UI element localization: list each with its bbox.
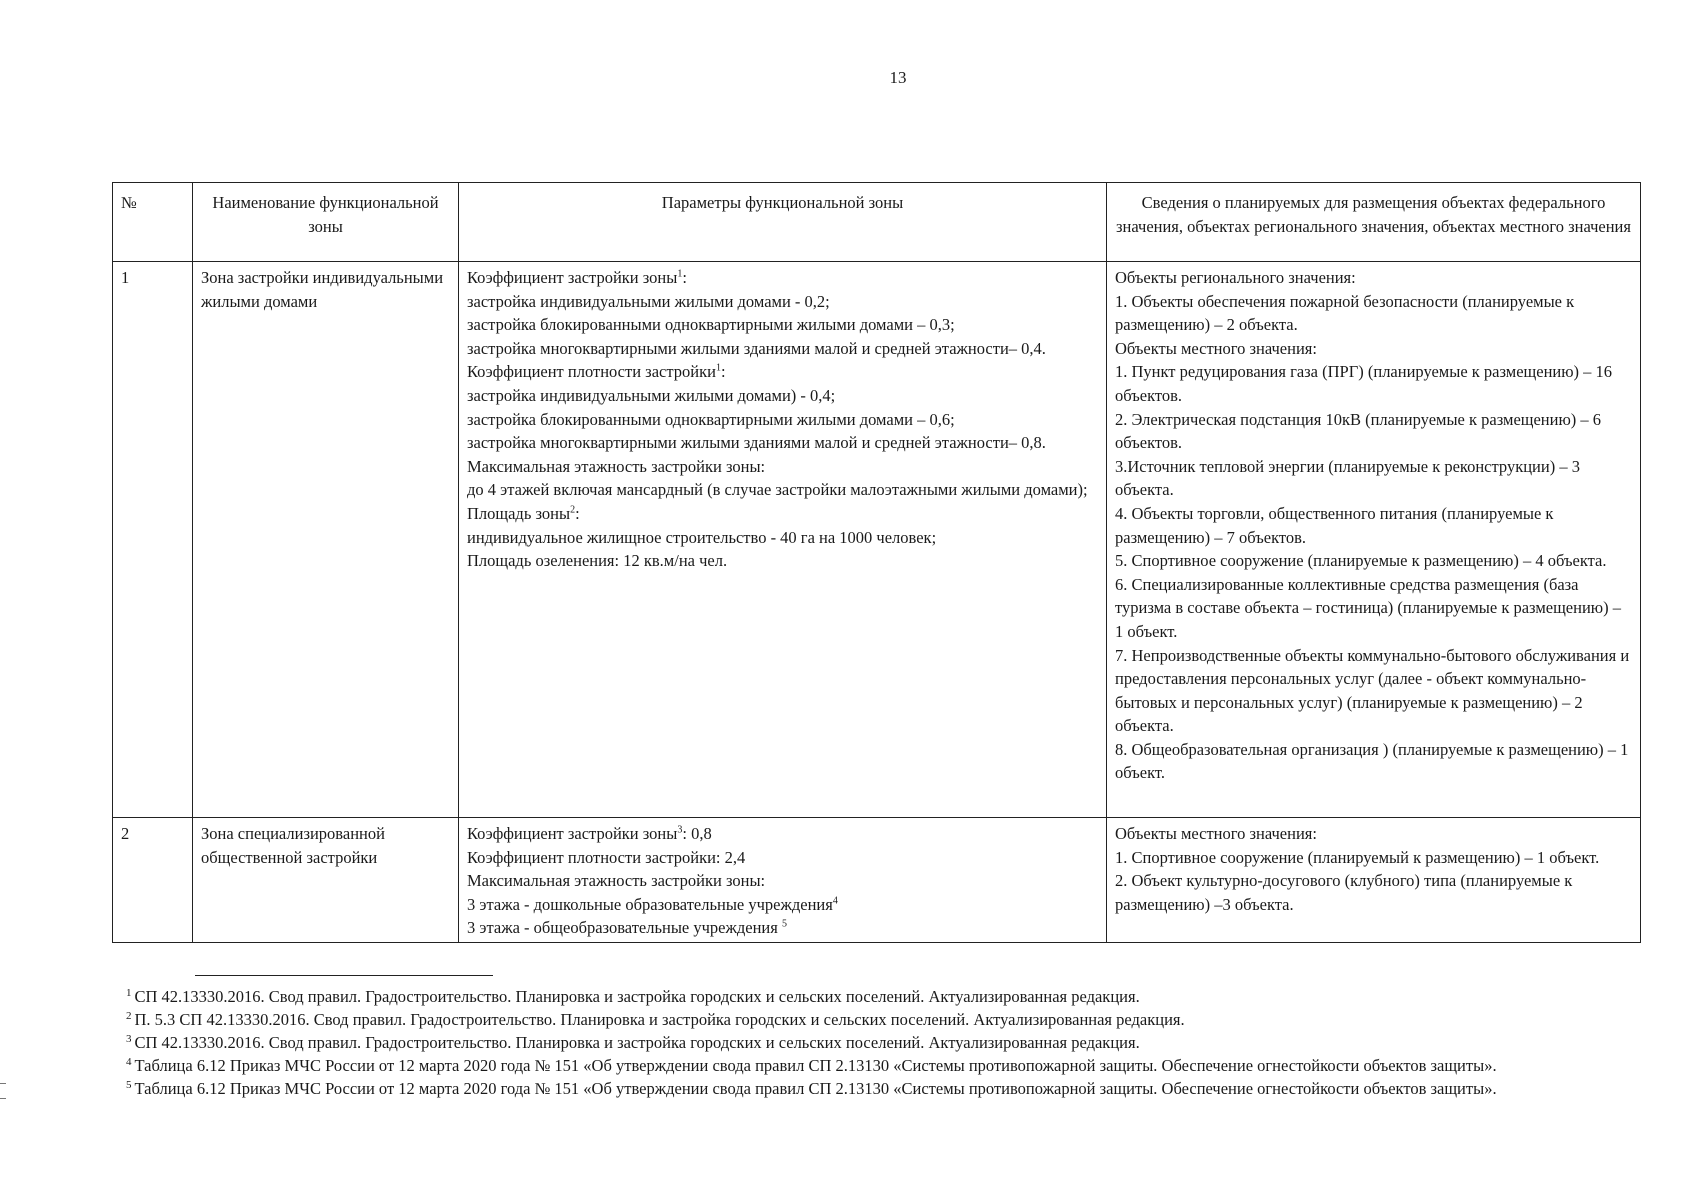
object-line: 3.Источник тепловой энергии (планируемые к реконструкции) – 3 объекта.	[1115, 456, 1580, 500]
object-line: Объекты местного значения:	[1115, 338, 1317, 358]
param-line: Коэффициент застройки зоны$^3$: 0,8	[467, 824, 712, 843]
footnote: $^5$ Таблица 6.12 Приказ МЧС России от 12 марта 2020 года № 151 «Об утверждении свода правил СП 2.13130 «Системы противопожарной защиты. Обеспечение огнестойкости объектов защиты».	[126, 1078, 1497, 1098]
header-number: №	[113, 183, 193, 262]
object-line: 1. Спортивное сооружение (планируемый к размещению) – 1 объект.	[1115, 847, 1600, 867]
param-line: застройка блокированными одноквартирными жилыми домами – 0,3;	[467, 315, 955, 335]
param-line: 3 этажа - общеобразовательные учреждения $^5$	[467, 918, 787, 938]
zone-parameters	[459, 262, 1107, 818]
zone-name: Зона специализированной общественной застройки	[193, 818, 459, 943]
param-line: Максимальная этажность застройки зоны:	[467, 871, 766, 891]
table-row	[113, 818, 1641, 943]
param-line: Площадь озеленения: 12 кв.м/на чел.	[467, 551, 728, 571]
functional-zones-table	[112, 182, 1641, 943]
planned-objects	[1107, 818, 1641, 943]
param-line: до 4 этажей включая мансардный (в случае застройки малоэтажными жилыми домами);	[467, 480, 1088, 500]
page-number: 13	[889, 68, 907, 87]
param-line: застройка индивидуальными жилыми домами - 0,2;	[467, 291, 830, 311]
footnote: $^2$ П. 5.3 СП 42.13330.2016. Свод правил. Градостроительство. Планировка и застройка городских и сельских поселений. Актуализированная редакция.	[126, 1009, 1185, 1029]
object-line: 1. Объекты обеспечения пожарной безопасности (планируемые к размещению) – 2 объекта.	[1115, 291, 1575, 335]
object-line: 6. Специализированные коллективные средства размещения (база туризма в составе объекта – гостиница) (планируемые к размещению) – 1 объект.	[1115, 574, 1621, 641]
object-line: 7. Непроизводственные объекты коммунально-бытового обслуживания и предоставления персональных услуг (далее - объект коммунально-бытовых и персональных услуг) (планируемые к размещению) – 2 объекта.	[1115, 645, 1630, 736]
object-line: 2. Объект культурно-досугового (клубного) типа (планируемые к размещению) –3 объекта.	[1115, 871, 1573, 914]
zone-name: Зона застройки индивидуальными жилыми домами	[193, 262, 459, 818]
object-line: Объекты местного значения:	[1115, 824, 1317, 843]
object-line: 5. Спортивное сооружение (планируемые к размещению) – 4 объекта.	[1115, 551, 1607, 571]
header-zone-name: Наименование функциональной зоны	[193, 183, 459, 262]
footnote: $^3$ СП 42.13330.2016. Свод правил. Градостроительство. Планировка и застройка городских и сельских поселений. Актуализированная редакция.	[126, 1032, 1140, 1052]
table-header-row	[113, 183, 1641, 262]
footnote: $^1$ СП 42.13330.2016. Свод правил. Градостроительство. Планировка и застройка городских и сельских поселений. Актуализированная редакция.	[126, 986, 1140, 1006]
param-line: Коэффициент застройки зоны$^1$:	[467, 268, 687, 287]
param-line: Коэффициент плотности застройки: 2,4	[467, 847, 746, 867]
param-line: застройка многоквартирными жилыми зданиями малой и средней этажности– 0,8.	[467, 433, 1046, 453]
footnotes	[126, 985, 1691, 1100]
param-line: Коэффициент плотности застройки$^1$:	[467, 362, 726, 382]
header-zone-parameters: Параметры функциональной зоны	[459, 183, 1107, 262]
object-line: 4. Объекты торговли, общественного питания (планируемые к размещению) – 7 объектов.	[1115, 503, 1554, 547]
param-line: застройка индивидуальными жилыми домами) - 0,4;	[467, 385, 836, 405]
param-line: Максимальная этажность застройки зоны:	[467, 456, 766, 476]
zone-parameters	[459, 818, 1107, 943]
object-line: 1. Пункт редуцирования газа (ПРГ) (планируемые к размещению) – 16 объектов.	[1115, 362, 1613, 405]
row-number: 2	[113, 818, 193, 943]
footnote-separator	[195, 975, 493, 976]
param-line: 3 этажа - дошкольные образовательные учреждения$^4$	[467, 894, 838, 914]
footnote: $^4$ Таблица 6.12 Приказ МЧС России от 12 марта 2020 года № 151 «Об утверждении свода правил СП 2.13130 «Системы противопожарной защиты. Обеспечение огнестойкости объектов защиты».	[126, 1055, 1497, 1075]
planned-objects	[1107, 262, 1641, 818]
header-planned-objects: Сведения о планируемых для размещения объектах федерального значения, объектах регионального значения, объектах местного значения	[1107, 183, 1641, 262]
object-line: Объекты регионального значения:	[1115, 268, 1356, 287]
object-line: 2. Электрическая подстанция 10кВ (планируемые к размещению) – 6 объектов.	[1115, 409, 1602, 453]
param-line: застройка блокированными одноквартирными жилыми домами – 0,6;	[467, 409, 955, 429]
scan-edge-mark	[0, 1083, 6, 1099]
table-row	[113, 262, 1641, 818]
param-line: индивидуальное жилищное строительство - 40 га на 1000 человек;	[467, 527, 937, 547]
row-number: 1	[113, 262, 193, 818]
object-line: 8. Общеобразовательная организация ) (планируемые к размещению) – 1 объект.	[1115, 739, 1629, 783]
param-line: Площадь зоны$^2$:	[467, 503, 580, 523]
param-line: застройка многоквартирными жилыми зданиями малой и средней этажности– 0,4.	[467, 338, 1046, 358]
